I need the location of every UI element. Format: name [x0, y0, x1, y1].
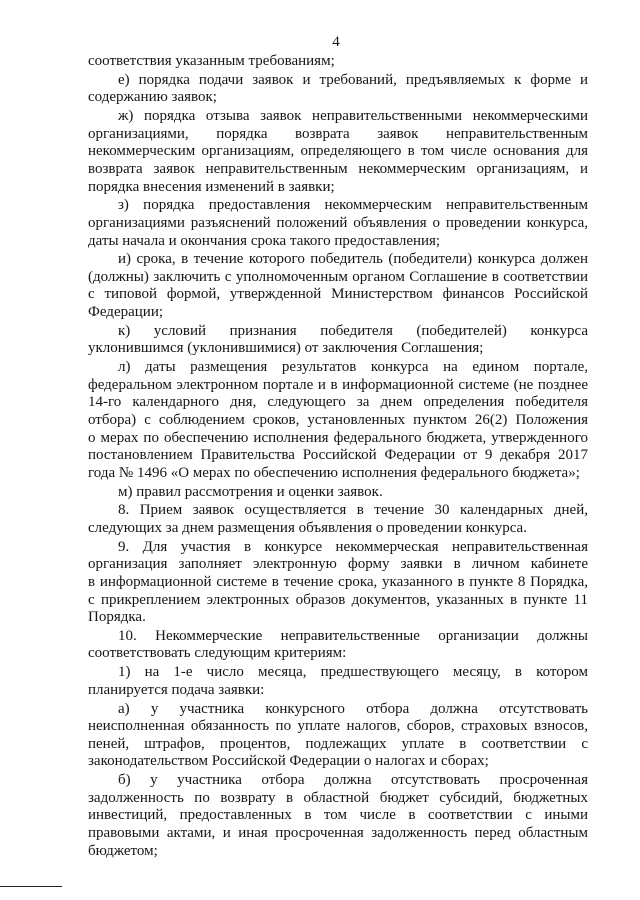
text-line: 1) на 1-е число месяца, предшествующего месяцу, в котором [118, 664, 588, 681]
text-line: даты начала и окончания срока такого предоставления; [88, 232, 441, 249]
paragraph [88, 251, 588, 321]
text-line: ж) порядка отзыва заявок неправительственными некоммерческими [118, 108, 588, 125]
text-line: Порядка. [88, 609, 146, 626]
paragraph [88, 53, 588, 71]
text-line: 14-го календарного дня, следующего за днем определения победителя [88, 394, 588, 411]
text-line: Федерации; [88, 304, 164, 321]
text-line: следующих за днем размещения объявления о проведении конкурса. [88, 519, 527, 536]
text-line: организациями разъяснений положений объявления о проведении конкурса, [88, 214, 588, 231]
paragraph [88, 701, 588, 771]
paragraph [88, 772, 588, 860]
text-line: постановлением Правительства Российской Федерации от 9 декабря 2017 [88, 447, 588, 464]
text-line: года № 1496 «О мерах по обеспечению исполнения федерального бюджета»; [88, 464, 580, 481]
text-line: б) у участника отбора должна отсутствовать просроченная [118, 772, 588, 789]
document-body [88, 53, 588, 860]
paragraph [88, 72, 588, 107]
paragraph [88, 359, 588, 482]
text-line: законодательством Российской Федерации о налогах и сборах; [88, 753, 489, 770]
text-line: задолженность по возврату в областной бюджет субсидий, бюджетных [88, 789, 588, 806]
text-line: е) порядка подачи заявок и требований, предъявляемых к форме и [118, 71, 588, 88]
paragraph [88, 539, 588, 627]
footnote-separator [0, 886, 62, 887]
text-line: неисполненная обязанность по уплате налогов, сборов, страховых взносов, [88, 718, 588, 735]
text-line: соответствовать следующим критериям: [88, 645, 347, 662]
text-line: инвестиций, предоставленных в том числе в соответствии с иными [88, 807, 588, 824]
text-line: отбора) с соблюдением сроков, установленных пунктом 26(2) Положения [88, 412, 588, 428]
text-line: 9. Для участия в конкурсе некоммерческая неправительственная [118, 538, 588, 555]
text-line: порядка внесения изменений в заявки; [88, 178, 335, 195]
paragraph [88, 108, 588, 196]
text-line: бюджетом; [88, 842, 158, 859]
paragraph [88, 323, 588, 358]
text-line: 8. Прием заявок осуществляется в течение 30 календарных дней, [118, 502, 588, 519]
paragraph [88, 484, 588, 502]
text-line: пеней, штрафов, процентов, подлежащих уплате в соответствии с [88, 735, 588, 752]
text-line: федеральном электронном портале и в информационной системе (не позднее [88, 376, 588, 393]
text-line: в информационной системе в течение срока, указанного в пункте 8 Порядка, [88, 573, 588, 590]
text-line: организациями, порядка возврата заявок неправительственным [88, 125, 588, 142]
text-line: м) правил рассмотрения и оценки заявок. [118, 483, 383, 500]
text-line: правовыми актами, и иная просроченная задолженность перед областным [88, 824, 588, 841]
text-line: содержанию заявок; [88, 89, 217, 106]
paragraph [88, 197, 588, 250]
paragraph [88, 664, 588, 699]
text-line: з) порядка предоставления некоммерческим неправительственным [118, 197, 588, 214]
text-line: уклонившимся (уклонившимися) от заключения Соглашения; [88, 340, 484, 357]
text-line: с типовой формой, утвержденной Министерством финансов Российской [88, 286, 588, 303]
text-line: возврата заявок неправительственным некоммерческим организациям, и [88, 160, 588, 177]
text-line: к) условий признания победителя (победителей) конкурса [118, 322, 588, 339]
text-line: а) у участника конкурсного отбора должна отсутствовать [118, 700, 588, 717]
page-number: 4 [332, 34, 340, 50]
text-line: (должны) заключить с уполномоченным органом Соглашение в соответствии [88, 268, 588, 285]
text-line: планируется подача заявки: [88, 681, 265, 698]
text-line: л) даты размещения результатов конкурса на едином портале, [118, 359, 588, 376]
paragraph [88, 502, 588, 537]
text-line: соответствия указанным требованиям; [88, 53, 335, 69]
paragraph [88, 628, 588, 663]
text-line: с прикреплением электронных образов документов, указанных в пункте 11 [88, 591, 588, 608]
text-line: некоммерческим организациям, определяющего в том числе основания для [88, 143, 588, 160]
text-line: 10. Некоммерческие неправительственные организации должны [118, 627, 588, 644]
text-line: организация заполняет электронную форму заявки в личном кабинете [88, 556, 588, 573]
text-line: и) срока, в течение которого победитель (победители) конкурса должен [118, 251, 588, 268]
text-line: о мерах по обеспечению исполнения федерального бюджета, утвержденного [88, 429, 588, 446]
